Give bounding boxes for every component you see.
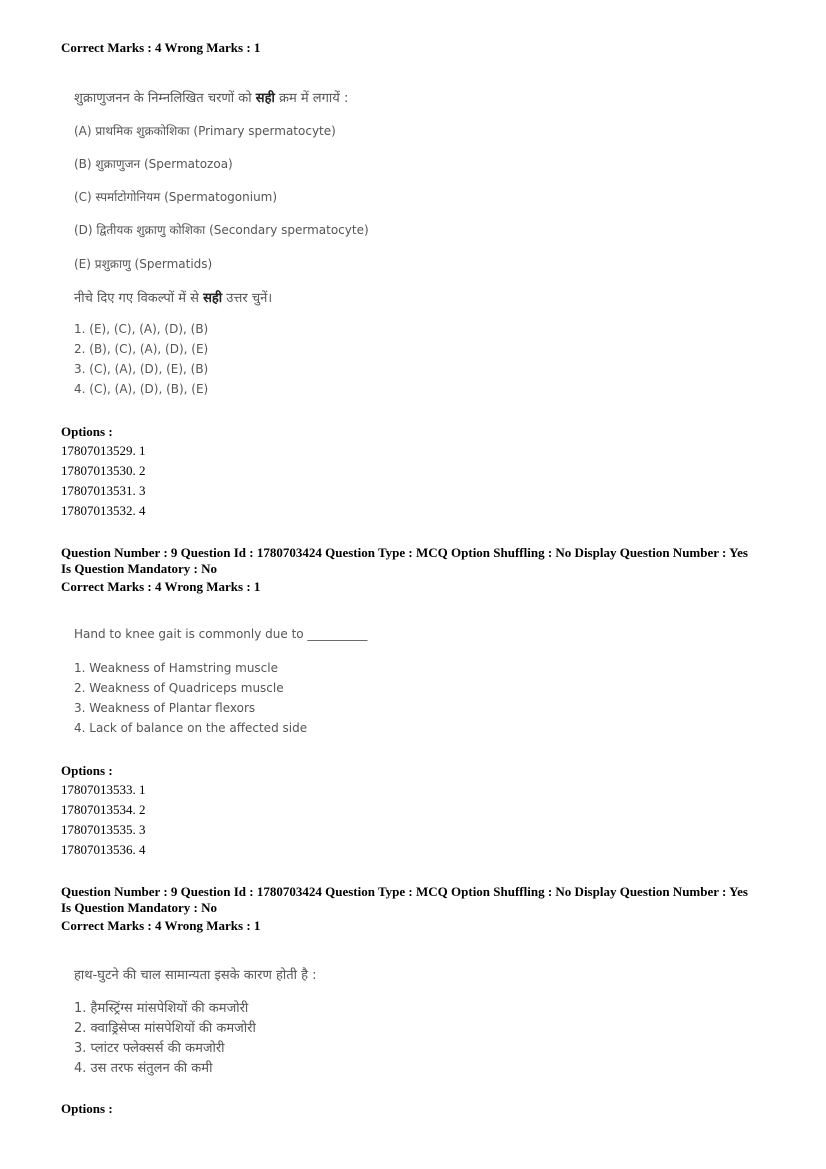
- mandatory-line: Is Question Mandatory : No: [61, 561, 218, 576]
- answer-choice: 3. (C), (A), (D), (E), (B): [74, 362, 209, 376]
- sequence-item: (D) द्वितीयक शुक्राणु कोशिका (Secondary spermatocyte): [74, 223, 369, 237]
- option-id: 17807013533. 1: [61, 782, 146, 797]
- option-id: 17807013529. 1: [61, 443, 146, 458]
- options-label: Options :: [61, 763, 113, 778]
- answer-choice: 1. हैमस्ट्रिंग्स मांसपेशियों की कमजोरी: [74, 1001, 249, 1016]
- mandatory-line: Is Question Mandatory : No: [61, 900, 218, 915]
- options-label: Options :: [61, 424, 113, 439]
- correct-marks-line: Correct Marks : 4 Wrong Marks : 1: [61, 579, 261, 594]
- answer-choice: 2. Weakness of Quadriceps muscle: [74, 681, 284, 695]
- option-id: 17807013531. 3: [61, 483, 146, 498]
- question-header: Question Number : 9 Question Id : 1780703424 Question Type : MCQ Option Shuffling : No Display Question Number : Yes: [61, 545, 748, 560]
- answer-choice: 3. प्लांटर फ्लेक्सर्स की कमजोरी: [74, 1041, 225, 1056]
- option-id: 17807013532. 4: [61, 503, 146, 518]
- answer-choice: 1. Weakness of Hamstring muscle: [74, 661, 278, 675]
- sequence-item: (A) प्राथमिक शुक्रकोशिका (Primary spermatocyte): [74, 124, 336, 138]
- question-text: Hand to knee gait is commonly due to __________: [74, 627, 368, 641]
- sequence-item: (C) स्पर्माटोगोनियम (Spermatogonium): [74, 190, 278, 204]
- sequence-item: (E) प्रशुक्राणु (Spermatids): [74, 257, 213, 271]
- correct-marks-line: Correct Marks : 4 Wrong Marks : 1: [61, 40, 261, 55]
- option-id: 17807013536. 4: [61, 842, 146, 857]
- question-text: हाथ-घुटने की चाल सामान्यता इसके कारण होती है :: [74, 968, 317, 983]
- answer-choice: 3. Weakness of Plantar flexors: [74, 701, 256, 715]
- question-instruction: नीचे दिए गए विकल्पों में से सही उत्तर चुनें।: [74, 291, 273, 306]
- option-id: 17807013534. 2: [61, 802, 146, 817]
- option-id: 17807013530. 2: [61, 463, 146, 478]
- question-text: शुक्राणुजनन के निम्नलिखित चरणों को सही क्रम में लगायें :: [74, 91, 349, 106]
- option-id: 17807013535. 3: [61, 822, 146, 837]
- answer-choice: 4. उस तरफ संतुलन की कमी: [74, 1061, 213, 1076]
- answer-choice: 4. Lack of balance on the affected side: [74, 721, 308, 735]
- answer-choice: 1. (E), (C), (A), (D), (B): [74, 322, 209, 336]
- answer-choice: 2. क्वाड्रिसेप्स मांसपेशियों की कमजोरी: [74, 1021, 256, 1036]
- answer-choice: 2. (B), (C), (A), (D), (E): [74, 342, 209, 356]
- options-label: Options :: [61, 1101, 113, 1116]
- question-header: Question Number : 9 Question Id : 1780703424 Question Type : MCQ Option Shuffling : No Display Question Number : Yes: [61, 884, 748, 899]
- correct-marks-line: Correct Marks : 4 Wrong Marks : 1: [61, 918, 261, 933]
- answer-choice: 4. (C), (A), (D), (B), (E): [74, 382, 209, 396]
- sequence-item: (B) शुक्राणुजन (Spermatozoa): [74, 157, 233, 171]
